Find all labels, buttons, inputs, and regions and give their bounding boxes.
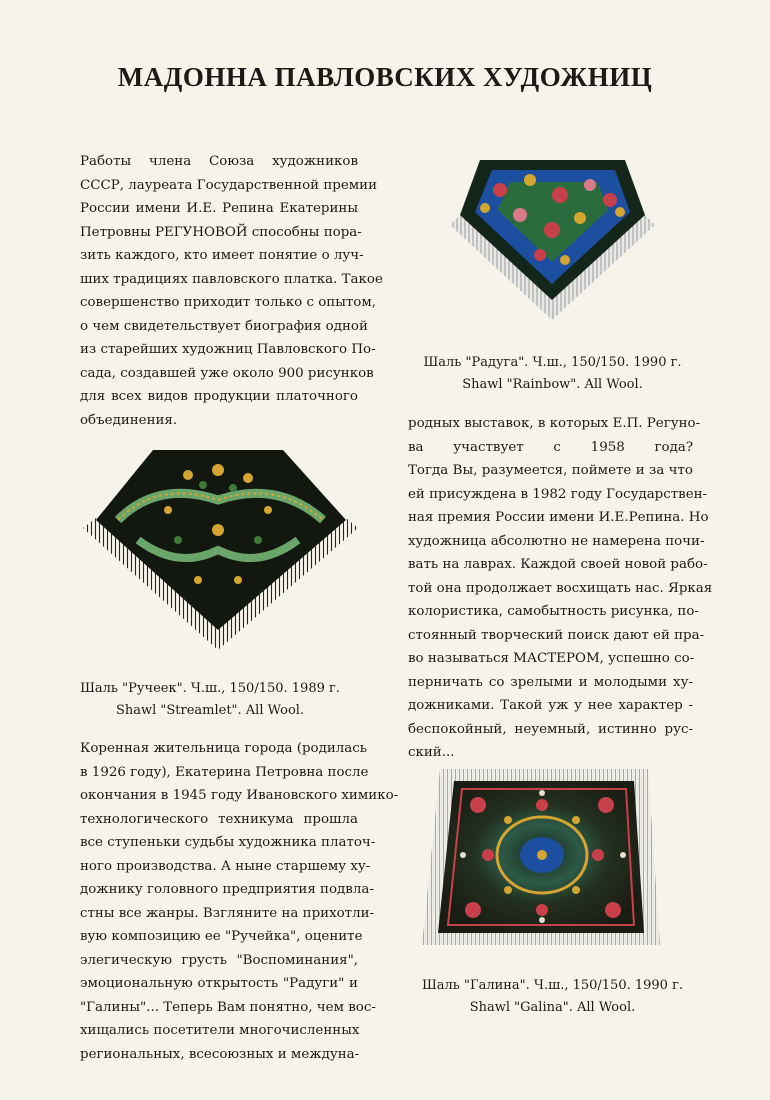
- text-line: хищались посетители многочисленных: [80, 1023, 360, 1038]
- text-line: из старейших художниц Павловского По-: [80, 342, 376, 357]
- text-line: вую композицию ее "Ручейка", оцените: [80, 929, 363, 944]
- text-line: ная премия России имени И.Е.Репина. Но: [408, 510, 709, 525]
- text-line: СССР, лауреата Государственной премии: [80, 177, 378, 193]
- text-line: Тогда Вы, разумеется, поймете и за что: [408, 463, 693, 478]
- text-line: зить каждого, кто имеет понятие о луч-: [80, 248, 364, 263]
- text-line: технологического техникума прошла: [80, 811, 358, 827]
- text-line: дожнику головного предприятия подвла-: [80, 882, 374, 897]
- text-line: перничать со зрелыми и молодыми ху-: [408, 674, 693, 690]
- text-line: ей присуждена в 1982 году Государствен-: [408, 486, 708, 502]
- shawl-rainbow-photo: [440, 150, 665, 330]
- text-line: ский...: [408, 745, 455, 760]
- text-line: все ступеньки судьбы художника платоч-: [80, 835, 376, 850]
- text-line: в 1926 году), Екатерина Петровна после: [80, 764, 369, 780]
- shawl-galina-photo: [418, 765, 663, 950]
- text-line: дожниками. Такой уж у нее характер -: [408, 698, 693, 713]
- text-line: художница абсолютно не намерена почи-: [408, 533, 705, 549]
- text-line: элегическую грусть "Воспоминания",: [80, 952, 358, 968]
- text-line: той она продолжает восхищать нас. Яркая: [408, 580, 713, 596]
- text-line: стоянный творческий поиск дают ей пра-: [408, 627, 705, 643]
- biography-paragraph: [80, 737, 399, 1066]
- text-line: эмоциональную открытость "Радуги" и: [80, 976, 358, 991]
- text-line: окончания в 1945 году Ивановского химико-: [80, 788, 399, 803]
- shawl-streamlet-photo: [78, 440, 363, 662]
- text-line: колористика, самобытность рисунка, по-: [408, 604, 699, 619]
- text-line: о чем свидетельствует биография одной: [80, 318, 368, 334]
- caption-rainbow: [400, 352, 705, 396]
- text-line: совершенство приходит только с опытом,: [80, 295, 377, 310]
- caption-galina-ru: Шаль "Галина". Ч.ш., 150/150. 1990 г.: [421, 978, 684, 993]
- text-line: ших традициях павловского платка. Такое: [80, 271, 383, 287]
- continuation-paragraph: [408, 412, 713, 765]
- text-line: родных выставок, в которых Е.П. Регуно-: [408, 416, 701, 431]
- page-title: МАДОННА ПАВЛОВСКИХ ХУДОЖНИЦ: [117, 62, 653, 92]
- text-line: Петровны РЕГУНОВОЙ способны пора-: [80, 224, 362, 240]
- text-line: для всех видов продукции платочного: [80, 389, 358, 404]
- text-line: стны все жанры. Взгляните на прихотли-: [80, 905, 375, 921]
- caption-streamlet-en: Shawl "Streamlet". All Wool.: [115, 703, 305, 718]
- caption-galina: [400, 975, 705, 1019]
- text-line: объединения.: [80, 412, 178, 428]
- caption-streamlet: [60, 678, 360, 722]
- caption-galina-en: Shawl "Galina". All Wool.: [469, 1000, 636, 1015]
- text-line: ва участвует с 1958 года?: [408, 439, 693, 455]
- caption-rainbow-en: Shawl "Rainbow". All Wool.: [462, 377, 643, 392]
- text-line: во называться МАСТЕРОМ, успешно со-: [408, 651, 695, 666]
- text-line: ного производства. А ныне старшему ху-: [80, 858, 371, 874]
- text-line: России имени И.Е. Репина Екатерины: [80, 201, 358, 216]
- text-line: сада, создавшей уже около 900 рисунков: [80, 365, 374, 381]
- text-line: вать на лаврах. Каждой своей новой рабо-: [408, 557, 708, 572]
- caption-streamlet-ru: Шаль "Ручеек". Ч.ш., 150/150. 1989 г.: [80, 681, 340, 696]
- intro-paragraph: [80, 150, 383, 432]
- text-line: региональных, всесоюзных и междуна-: [80, 1046, 360, 1062]
- text-line: Коренная жительница города (родилась: [80, 741, 368, 756]
- text-line: беспокойный, неуемный, истинно рус-: [408, 721, 693, 737]
- caption-rainbow-ru: Шаль "Радуга". Ч.ш., 150/150. 1990 г.: [423, 355, 682, 370]
- text-line: "Галины"... Теперь Вам понятно, чем вос-: [80, 999, 376, 1015]
- text-line: Работы члена Союза художников: [80, 154, 358, 169]
